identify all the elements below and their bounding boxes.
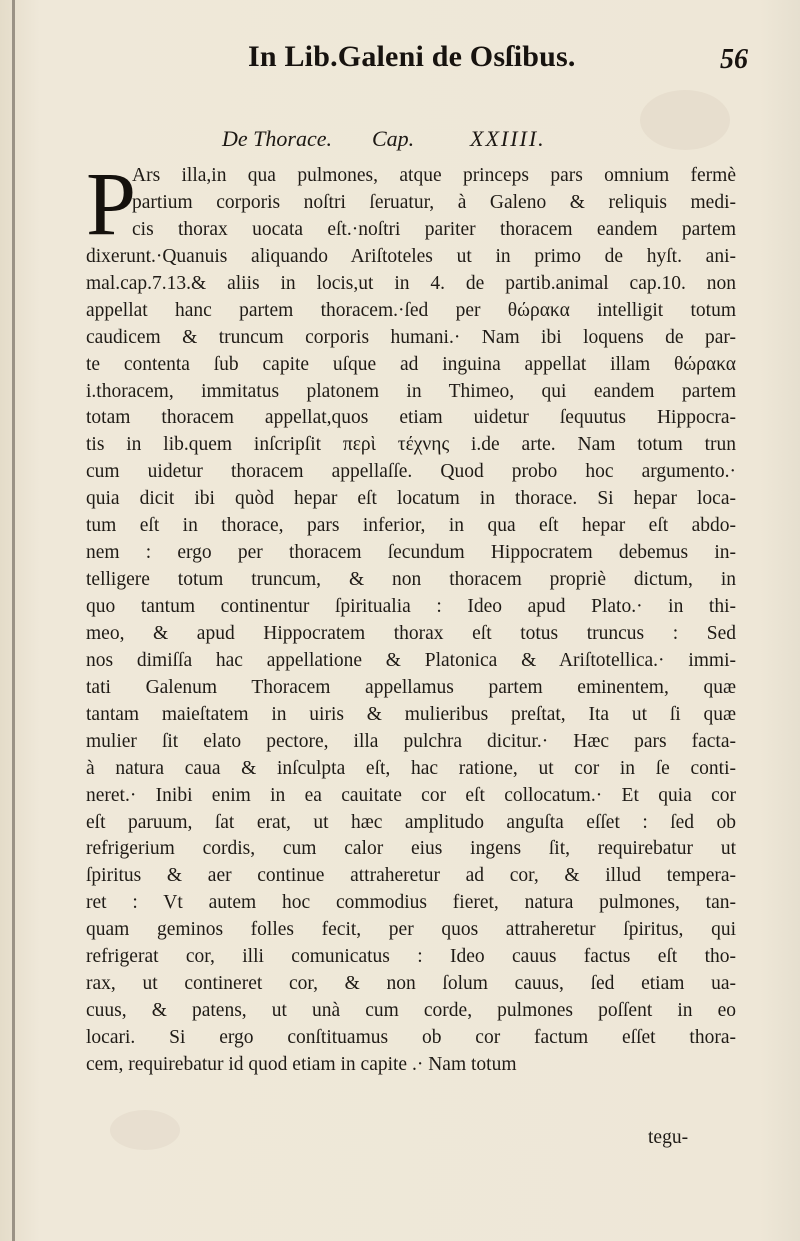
text-line: rax, ut contineret cor, & non ſolum cauus, ſed etiam ua- [86,973,736,995]
text-line: mulier ſit elato pectore, illa pulchra dicitur.· Hæc pars facta- [86,730,736,752]
chapter-heading [222,126,622,160]
paper-stain [110,1110,180,1150]
running-head [0,40,800,90]
text-line: locari. Si ergo conſtituamus ob cor factum eſſet thora- [86,1027,736,1048]
text-line: caudicem & truncum corporis humani.· Nam ibi loquens de par- [86,326,736,348]
text-line: neret.· Inibi enim in ea cauitate cor eſt collocatum.· Et quia cor [86,784,736,806]
text-line: tis in lib.quem inſcripſit περὶ τέχνης i.de arte. Nam totum trun [86,434,736,456]
text-line: mal.cap.7.13.& aliis in locis,ut in 4. de partib.animal cap.10. non [86,272,736,294]
text-line: tati Galenum Thoracem appellamus partem eminentem, quæ [86,676,736,698]
drop-cap: P [86,155,137,254]
catchword: tegu- [648,1127,689,1148]
text-line: cum uidetur thoracem appellaſſe. Quod probo hoc argumento.· [86,461,736,483]
text-line: te contenta ſub capite uſque ad inguina appellat illam θώρακα [86,353,736,375]
chapter-title: De Thorace. [222,126,332,151]
running-title: In Lib.Galeni de Osſibus. [248,40,576,73]
text-line: totam thoracem appellat,quos etiam uidetur ſequutus Hippocra- [86,407,736,429]
text-line: ret : Vt autem hoc commodius fieret, natura pulmones, tan- [86,892,736,914]
text-line: Ars illa,in qua pulmones, atque princeps pars omnium fermè [132,165,736,186]
text-line: refrigerium cordis, cum calor eius ingens ſit, requirebatur ut [86,838,736,860]
text-line: quia dicit ibi quòd hepar eſt locatum in thorace. Si hepar loca- [86,488,736,510]
text-line: appellat hanc partem thoracem.·ſed per θώρακα intelligit totum [86,299,736,321]
chapter-number: XXIIII. [470,126,546,151]
text-line: quo tantum continentur ſpiritualia : Ideo apud Plato.· in thi- [86,596,736,617]
text-line: refrigerat cor, illi comunicatus : Ideo cauus factus eſt tho- [86,946,736,968]
text-line: tantam maieſtatem in uiris & mulieribus preſtat, Ita ut ſi quæ [86,703,736,725]
text-line: meo, & apud Hippocratem thorax eſt totus truncus : Sed [86,622,736,644]
text-line: telligere totum truncum, & non thoracem propriè dictum, in [86,569,736,591]
text-line: partium corporis noſtri ſeruatur, à Galeno & reliquis medi- [132,191,736,213]
text-line: quam geminos folles fecit, per quos attraheretur ſpiritus, qui [86,919,736,941]
text-line: dixerunt.·Quanuis aliquando Ariſtoteles ut in primo de hyſt. ani- [86,245,736,267]
page-number: 56 [720,44,748,75]
text-line: cis thorax uocata eſt.·noſtri pariter thoracem eandem partem [132,218,736,240]
text-line: à natura caua & inſculpta eſt, hac ratione, ut cor in ſe conti- [86,757,736,779]
text-line: tum eſt in thorace, pars inferior, in qua eſt hepar eſt abdo- [86,515,736,537]
text-line: nem : ergo per thoracem ſecundum Hippocratem debemus in- [86,542,736,564]
page-gutter-edge [12,0,15,1241]
text-line: ſpiritus & aer continue attraheretur ad cor, & illud tempera- [86,865,736,887]
text-line: cem, requirebatur id quod etiam in capite .· Nam totum [86,1053,517,1075]
text-line: i.thoracem, immitatus platonem in Thimeo, qui eandem partem [86,380,736,402]
body-text [86,163,736,1079]
chapter-cap-label: Cap. [372,126,415,151]
text-line: eſt paruum, ſat erat, ut hæc amplitudo anguſta eſſet : ſed ob [86,811,736,833]
text-line: nos dimiſſa hac appellatione & Platonica & Ariſtotellica.· immi- [86,649,736,671]
text-line: cuus, & patens, ut unà cum corde, pulmones poſſent in eo [86,1000,736,1022]
paper-stain [640,90,730,150]
